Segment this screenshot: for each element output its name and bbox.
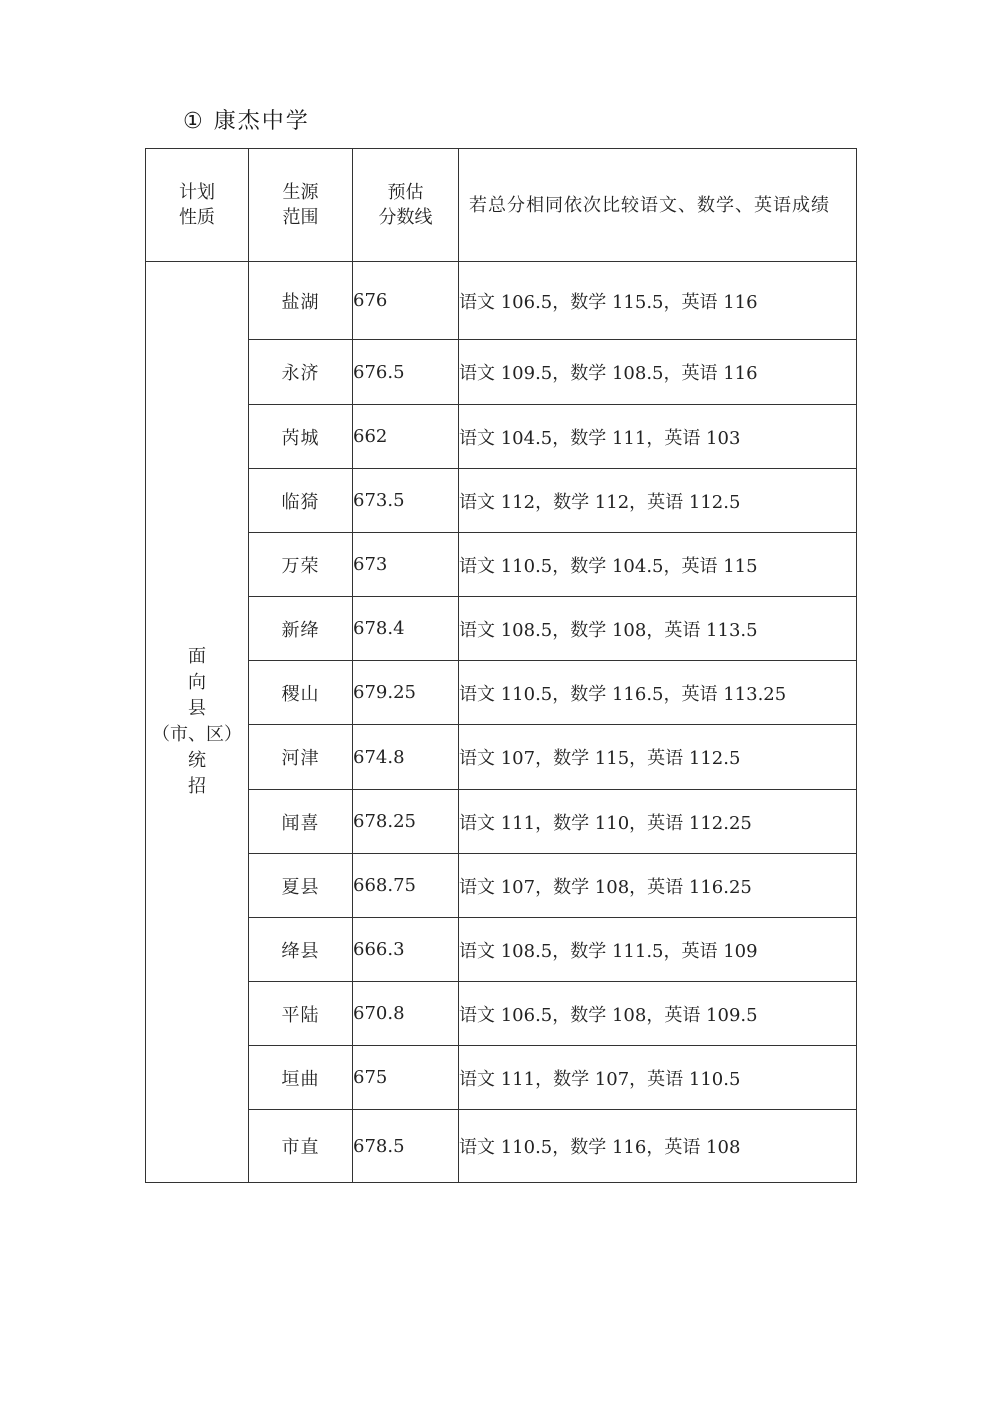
table-row xyxy=(146,725,857,790)
subject-scores-cell: 语文 108.5，数学 111.5，英语 109 xyxy=(459,918,857,982)
score-cell: 676.5 xyxy=(353,340,459,405)
subject-scores-cell: 语文 109.5，数学 108.5，英语 116 xyxy=(459,340,857,405)
plan-type-line: 面 xyxy=(188,646,206,667)
score-cell: 674.8 xyxy=(353,725,459,790)
score-cell: 675 xyxy=(353,1046,459,1110)
region-cell: 永济 xyxy=(249,340,353,405)
plan-type-line: 县 xyxy=(188,698,206,719)
score-cell: 679.25 xyxy=(353,661,459,725)
table-header-row xyxy=(146,149,857,262)
plan-type-line: 统 xyxy=(188,750,206,771)
region-cell: 万荣 xyxy=(249,533,353,597)
table-row xyxy=(146,661,857,725)
subject-scores-cell: 语文 106.5，数学 115.5，英语 116 xyxy=(459,262,857,340)
score-cell: 678.5 xyxy=(353,1110,459,1183)
score-cell: 668.75 xyxy=(353,854,459,918)
header-plan-nature: 计划 性质 xyxy=(146,149,249,262)
table-row xyxy=(146,597,857,661)
score-cell: 678.25 xyxy=(353,790,459,854)
region-cell: 新绛 xyxy=(249,597,353,661)
score-cell: 673.5 xyxy=(353,469,459,533)
region-cell: 临猗 xyxy=(249,469,353,533)
region-cell: 盐湖 xyxy=(249,262,353,340)
subject-scores-cell: 语文 107，数学 115，英语 112.5 xyxy=(459,725,857,790)
table-row xyxy=(146,340,857,405)
region-cell: 市直 xyxy=(249,1110,353,1183)
table-row xyxy=(146,790,857,854)
score-cell: 670.8 xyxy=(353,982,459,1046)
table-row xyxy=(146,918,857,982)
plan-type-line: 招 xyxy=(188,776,206,797)
region-cell: 夏县 xyxy=(249,854,353,918)
region-cell: 垣曲 xyxy=(249,1046,353,1110)
score-cell: 676 xyxy=(353,262,459,340)
table-row xyxy=(146,1046,857,1110)
header-estimated-score: 预估 分数线 xyxy=(353,149,459,262)
score-table xyxy=(145,148,857,1183)
region-cell: 芮城 xyxy=(249,405,353,469)
table-row xyxy=(146,469,857,533)
region-cell: 绛县 xyxy=(249,918,353,982)
subject-scores-cell: 语文 110.5，数学 116.5，英语 113.25 xyxy=(459,661,857,725)
table-row xyxy=(146,854,857,918)
score-cell: 662 xyxy=(353,405,459,469)
plan-type-line: 向 xyxy=(188,672,206,693)
table-row xyxy=(146,405,857,469)
subject-scores-cell: 语文 108.5，数学 108，英语 113.5 xyxy=(459,597,857,661)
subject-scores-cell: 语文 111，数学 110，英语 112.25 xyxy=(459,790,857,854)
table-row xyxy=(146,262,857,340)
score-cell: 678.4 xyxy=(353,597,459,661)
table-body xyxy=(146,262,857,1183)
table-row xyxy=(146,982,857,1046)
table-row xyxy=(146,1110,857,1183)
subject-scores-cell: 语文 110.5，数学 116，英语 108 xyxy=(459,1110,857,1183)
plan-type-cell xyxy=(146,262,249,1183)
region-cell: 闻喜 xyxy=(249,790,353,854)
region-cell: 稷山 xyxy=(249,661,353,725)
subject-scores-cell: 语文 107，数学 108，英语 116.25 xyxy=(459,854,857,918)
score-cell: 666.3 xyxy=(353,918,459,982)
plan-type-line: （市、区） xyxy=(152,724,242,745)
header-source-scope: 生源 范围 xyxy=(249,149,353,262)
region-cell: 河津 xyxy=(249,725,353,790)
score-cell: 673 xyxy=(353,533,459,597)
table-row xyxy=(146,533,857,597)
subject-scores-cell: 语文 111，数学 107，英语 110.5 xyxy=(459,1046,857,1110)
subject-scores-cell: 语文 104.5，数学 111，英语 103 xyxy=(459,405,857,469)
region-cell: 平陆 xyxy=(249,982,353,1046)
subject-scores-cell: 语文 106.5，数学 108，英语 109.5 xyxy=(459,982,857,1046)
document-heading: ① 康杰中学 xyxy=(183,109,310,134)
subject-scores-cell: 语文 112，数学 112，英语 112.5 xyxy=(459,469,857,533)
subject-scores-cell: 语文 110.5，数学 104.5，英语 115 xyxy=(459,533,857,597)
header-tiebreak: 若总分相同依次比较语文、数学、英语成绩 xyxy=(459,149,857,262)
